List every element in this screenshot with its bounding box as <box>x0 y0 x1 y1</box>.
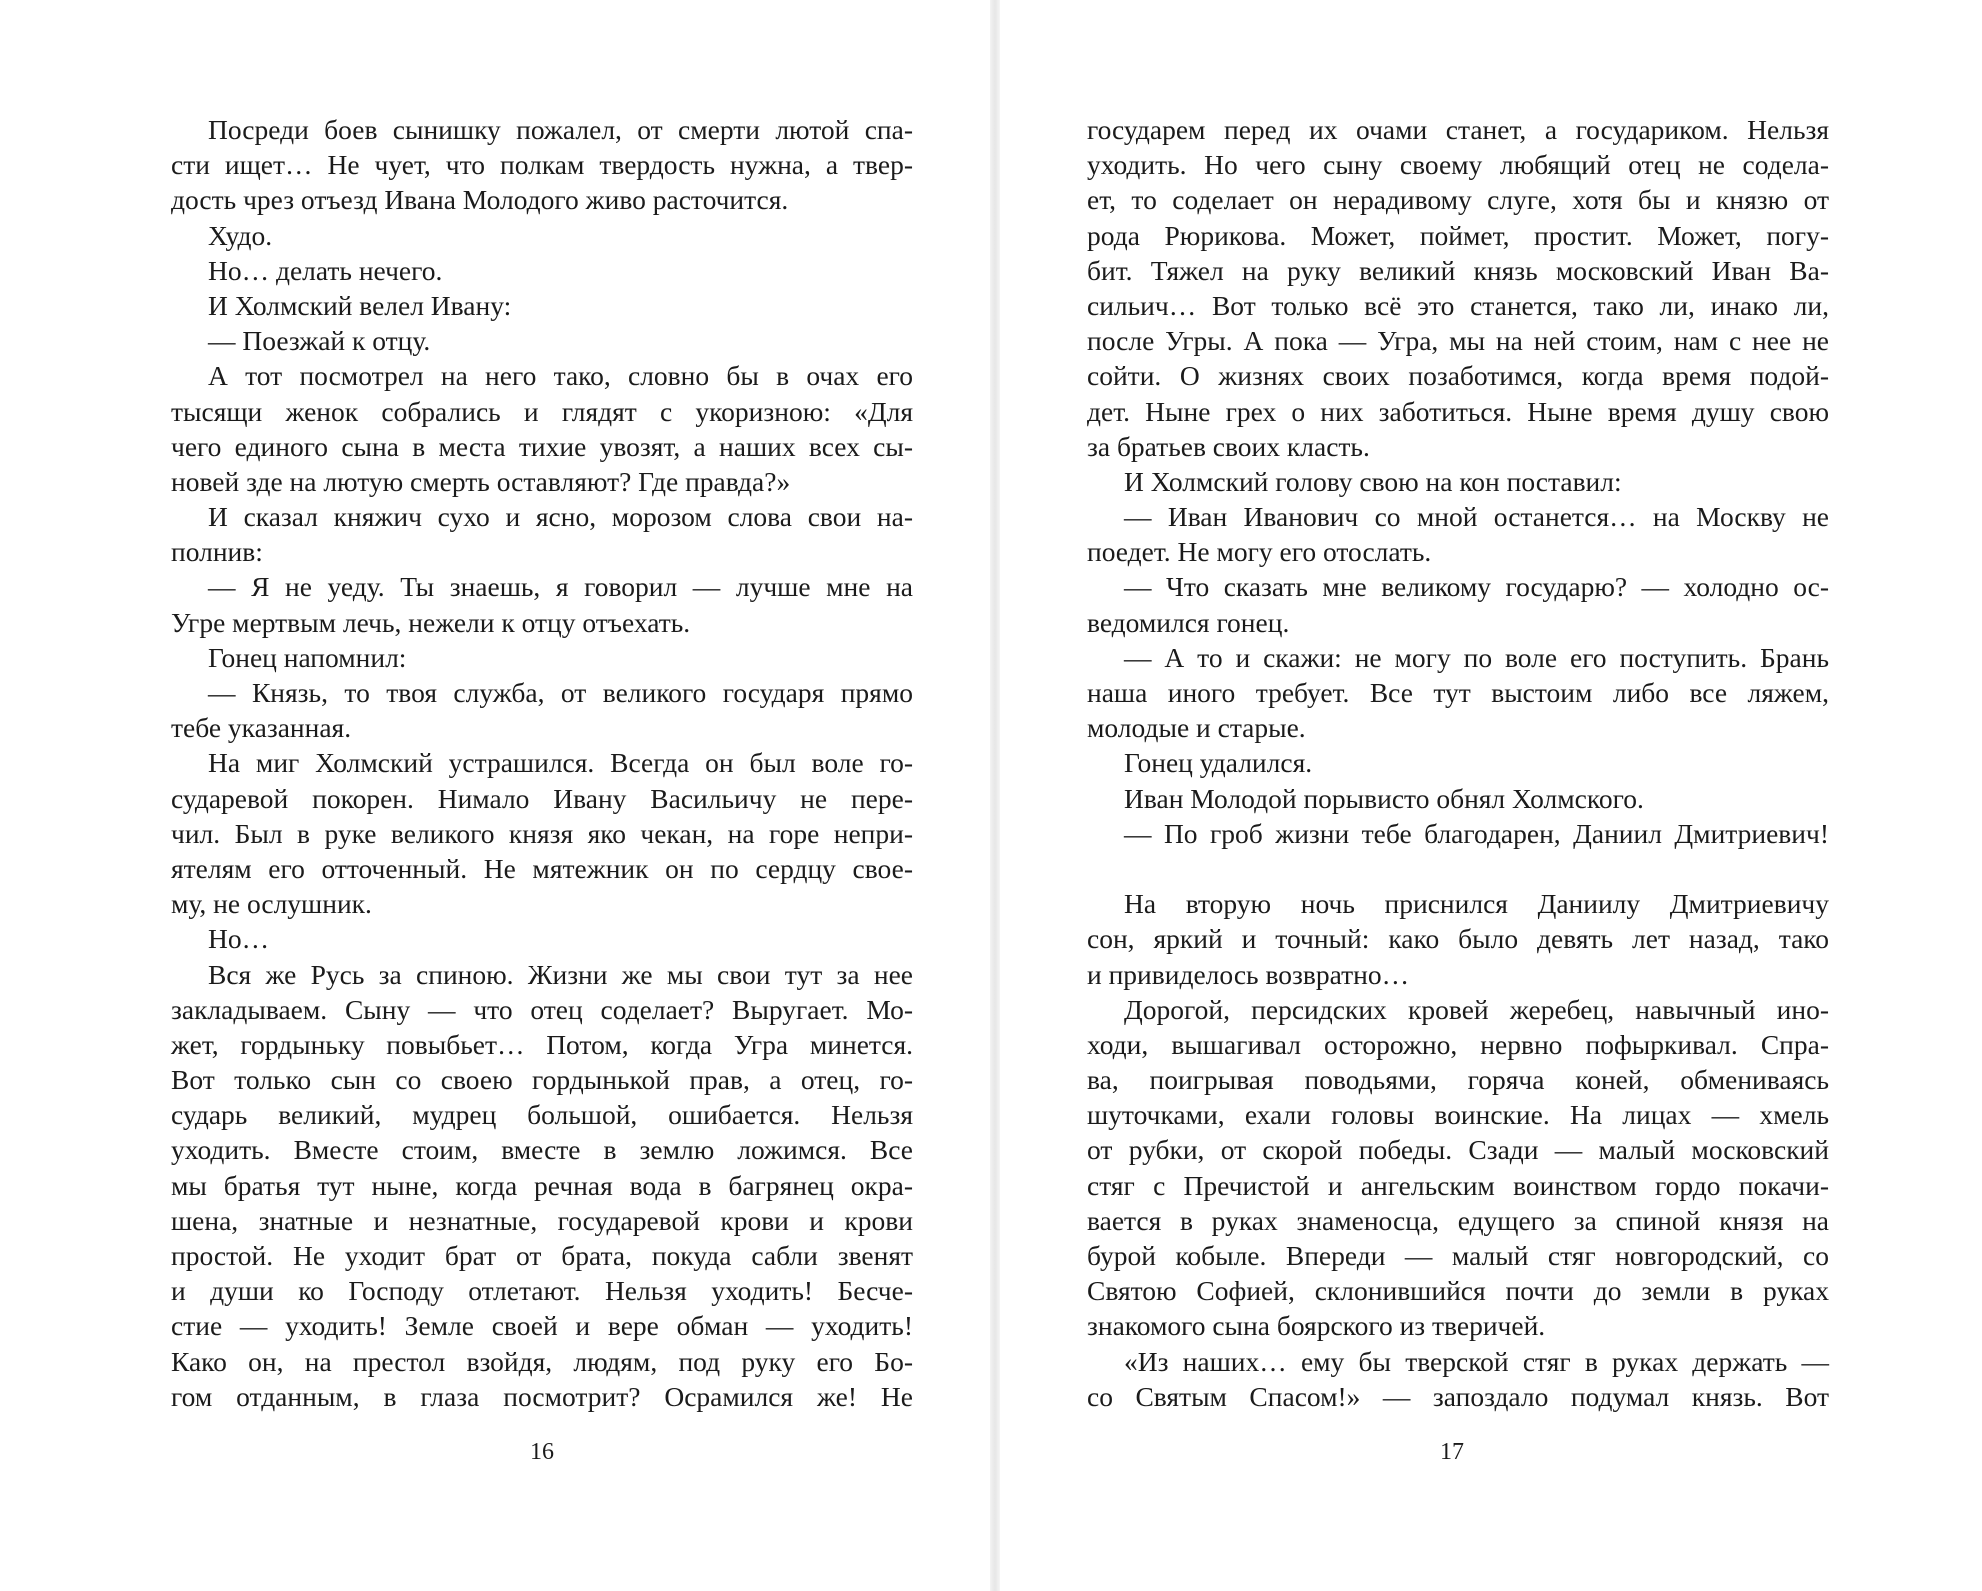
text-line: сударевой покорен. Нимало Ивану Васильичу не пере- <box>171 782 913 814</box>
text-line: — Поезжай к отцу. <box>208 325 431 357</box>
text-line: Гонец напомнил: <box>208 641 407 673</box>
text-line: сойти. О жизнях своих позаботимся, когда время подой- <box>1087 360 1829 392</box>
text-line: сударь великий, мудрец большой, ошибается. Нельзя <box>171 1099 913 1131</box>
text-line: И Холмский голову свою на кон поставил: <box>1124 465 1622 497</box>
text-line: закладываем. Сыну — что отец соделает? Выругает. Мо- <box>171 993 913 1025</box>
text-line: шена, знатные и незнатные, государевой крови и крови <box>171 1204 913 1236</box>
text-line: жет, гордыньку повыбьет… Потом, когда Угра минется. <box>171 1028 913 1060</box>
text-line: «Из наших… ему бы тверской стяг в руках держать — <box>1124 1345 1829 1377</box>
text-line: ведомился гонец. <box>1087 606 1290 638</box>
text-line: стие — уходить! Земле своей и вере обман — уходить! <box>171 1310 913 1342</box>
text-line: уходить. Но чего сыну своему любящий отец не содела- <box>1087 149 1829 181</box>
text-line: — Что сказать мне великому государю? — холодно ос- <box>1124 571 1829 603</box>
left-page-text <box>171 112 913 1414</box>
text-line: поедет. Не могу его отослать. <box>1087 536 1432 568</box>
text-line: На вторую ночь приснился Даниилу Дмитриевичу <box>1124 888 1829 920</box>
text-line: Иван Молодой порывисто обнял Холмского. <box>1124 782 1644 814</box>
text-line: со Святым Спасом!» — запоздало подумал князь. Вот <box>1087 1380 1829 1412</box>
text-line: чего единого сына в места тихие увозят, а наших всех сы- <box>171 430 913 462</box>
text-line: после Угры. А пока — Угра, мы на ней стоим, нам с нее не <box>1087 325 1829 357</box>
text-line: стяг с Пречистой и ангельским воинством гордо покачи- <box>1087 1169 1829 1201</box>
text-line: за братьев своих класть. <box>1087 430 1370 462</box>
text-line: — По гроб жизни тебе благодарен, Даниил Дмитриевич! <box>1124 817 1829 849</box>
text-line: гом отданным, в глаза посмотрит? Осрамился же! Не <box>171 1380 913 1412</box>
left-page <box>0 0 990 1591</box>
text-line: Угре мертвым лечь, нежели к отцу отъехать. <box>171 606 691 638</box>
text-line: знакомого сына боярского из тверичей. <box>1087 1310 1546 1342</box>
text-line: И сказал княжич сухо и ясно, морозом слова свои на- <box>208 501 913 533</box>
text-line: Но… делать нечего. <box>208 254 443 286</box>
text-line: шуточками, ехали головы воинские. На лицах — хмель <box>1087 1099 1829 1131</box>
text-line: му, не ослушник. <box>171 888 372 920</box>
text-line: от рубки, от скорой победы. Сзади — малый московский <box>1087 1134 1829 1166</box>
text-line: тебе указанная. <box>171 712 352 744</box>
text-line: тысящи женок собрались и глядят с укоризною: «Для <box>171 395 913 427</box>
text-line: бурой кобыле. Впереди — малый стяг новгородский, со <box>1087 1240 1829 1271</box>
text-line: полнив: <box>171 536 263 568</box>
page-number: 17 <box>1440 1439 1464 1465</box>
text-line: ет, то соделает он нерадивому слуге, хотя бы и князю от <box>1087 184 1829 216</box>
text-line: молодые и старые. <box>1087 712 1306 744</box>
text-line: сти ищет… Не чует, что полкам твердость нужна, а твер- <box>171 149 913 181</box>
text-line: сон, яркий и точный: како было девять лет назад, тако <box>1087 923 1829 955</box>
text-line: сильич… Вот только всё это станется, тако ли, инако ли, <box>1087 289 1829 321</box>
text-line: ятелям его отточенный. Не мятежник он по сердцу свое- <box>171 852 913 884</box>
text-line: мы братья тут ныне, когда речная вода в багрянец окра- <box>171 1169 913 1201</box>
text-line: И Холмский велел Ивану: <box>208 289 512 321</box>
page-number: 16 <box>530 1439 554 1465</box>
text-line: новей зде на лютую смерть оставляют? Где правда?» <box>171 465 791 497</box>
text-line: вается в руках знаменосца, едущего за спиной князя на <box>1087 1204 1829 1236</box>
text-line: — Я не уеду. Ты знаешь, я говорил — лучше мне на <box>208 571 913 603</box>
right-page-text <box>1087 112 1829 1414</box>
text-line: — А то и скажи: не могу по воле его поступить. Брань <box>1124 641 1829 673</box>
text-line: и души ко Господу отлетают. Нельзя уходить! Бесче- <box>171 1275 913 1307</box>
text-line: уходить. Вместе стоим, вместе в землю ложимся. Все <box>171 1134 913 1166</box>
text-line: Гонец удалился. <box>1124 747 1313 779</box>
text-line: чил. Был в руке великого князя яко чекан, на горе непри- <box>171 817 913 849</box>
text-line: Како он, на престол взойдя, людям, под руку его Бо- <box>171 1345 913 1377</box>
text-line: На миг Холмский устрашился. Всегда он был воле го- <box>208 747 913 779</box>
text-line: А тот посмотрел на него тако, словно бы в очах его <box>208 360 913 392</box>
text-line: — Иван Иванович со мной останется… на Москву не <box>1124 501 1829 533</box>
right-page <box>1000 0 1982 1591</box>
text-line: Святою Софией, склонившийся почти до земли в руках <box>1087 1275 1829 1307</box>
text-line: Дорогой, персидских кровей жеребец, навычный ино- <box>1124 993 1829 1025</box>
text-line: дость чрез отъезд Ивана Молодого живо расточится. <box>171 184 789 216</box>
text-line: наша иного требует. Все тут выстоим либо все ляжем, <box>1087 677 1829 708</box>
text-line: рода Рюрикова. Может, поймет, простит. Может, погу- <box>1087 219 1829 251</box>
text-line: дет. Ныне грех о них заботиться. Ныне время душу свою <box>1087 395 1829 427</box>
text-line: — Князь, то твоя служба, от великого государя прямо <box>208 677 913 708</box>
text-line: Но… <box>208 923 270 955</box>
text-line: простой. Не уходит брат от брата, покуда сабли звенят <box>171 1240 913 1271</box>
text-line: Посреди боев сынишку пожалел, от смерти лютой спа- <box>208 114 913 145</box>
text-line: Вся же Русь за спиною. Жизни же мы свои тут за нее <box>208 958 913 990</box>
text-line: и привиделось возвратно… <box>1087 958 1410 990</box>
book-gutter <box>990 0 1000 1591</box>
text-line: государем перед их очами станет, а государиком. Нельзя <box>1087 114 1829 145</box>
text-line: Худо. <box>208 219 273 251</box>
blank-line <box>1087 851 1829 886</box>
text-line: ва, поигрывая поводьями, горяча коней, обмениваясь <box>1087 1064 1829 1096</box>
text-line: Вот только сын со своею гордынькой прав, а отец, го- <box>171 1064 913 1096</box>
text-line: бит. Тяжел на руку великий князь московский Иван Ва- <box>1087 254 1829 286</box>
text-line: ходи, вышагивал осторожно, нервно пофыркивал. Спра- <box>1087 1028 1829 1060</box>
